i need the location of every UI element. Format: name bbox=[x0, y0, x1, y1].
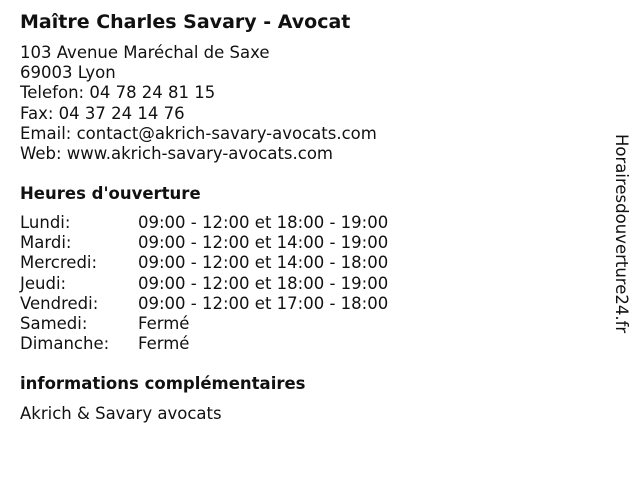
hours-row bbox=[20, 233, 388, 253]
hours-row bbox=[20, 274, 388, 294]
day-label: Dimanche: bbox=[20, 334, 110, 354]
time-value: Fermé bbox=[138, 313, 190, 333]
hours-row bbox=[20, 253, 388, 273]
hours-heading: Heures d'ouverture bbox=[20, 184, 201, 203]
time-value: 09:00 - 12:00 et 18:00 - 19:00 bbox=[138, 213, 389, 232]
site-watermark: Horairesdouverture24.fr bbox=[612, 134, 631, 334]
day-label: Mardi: bbox=[20, 233, 72, 253]
time-value: Fermé bbox=[138, 334, 190, 354]
day-label: Samedi: bbox=[20, 313, 88, 333]
address-city: 69003 Lyon bbox=[20, 63, 116, 83]
email-line: Email: contact@akrich-savary-avocats.com bbox=[20, 123, 377, 143]
hours-table bbox=[20, 213, 388, 354]
info-heading: informations complémentaires bbox=[20, 374, 306, 393]
hours-row bbox=[20, 334, 388, 354]
time-value: 09:00 - 12:00 et 14:00 - 18:00 bbox=[138, 253, 389, 273]
time-value: 09:00 - 12:00 et 14:00 - 19:00 bbox=[138, 233, 389, 253]
day-label: Vendredi: bbox=[20, 293, 99, 313]
web-line: Web: www.akrich-savary-avocats.com bbox=[20, 144, 334, 164]
day-label: Mercredi: bbox=[20, 253, 98, 273]
day-label: Jeudi: bbox=[20, 273, 67, 293]
hours-row bbox=[20, 213, 388, 233]
contact-block bbox=[20, 43, 377, 164]
hours-row bbox=[20, 294, 388, 314]
address-street: 103 Avenue Maréchal de Saxe bbox=[20, 43, 270, 62]
time-value: 09:00 - 12:00 et 17:00 - 18:00 bbox=[138, 293, 389, 313]
phone-line: Telefon: 04 78 24 81 15 bbox=[20, 83, 216, 103]
info-text: Akrich & Savary avocats bbox=[20, 404, 222, 423]
day-label: Lundi: bbox=[20, 213, 71, 232]
time-value: 09:00 - 12:00 et 18:00 - 19:00 bbox=[138, 273, 389, 293]
fax-line: Fax: 04 37 24 14 76 bbox=[20, 103, 185, 123]
business-title: Maître Charles Savary - Avocat bbox=[20, 11, 351, 33]
hours-row bbox=[20, 314, 388, 334]
